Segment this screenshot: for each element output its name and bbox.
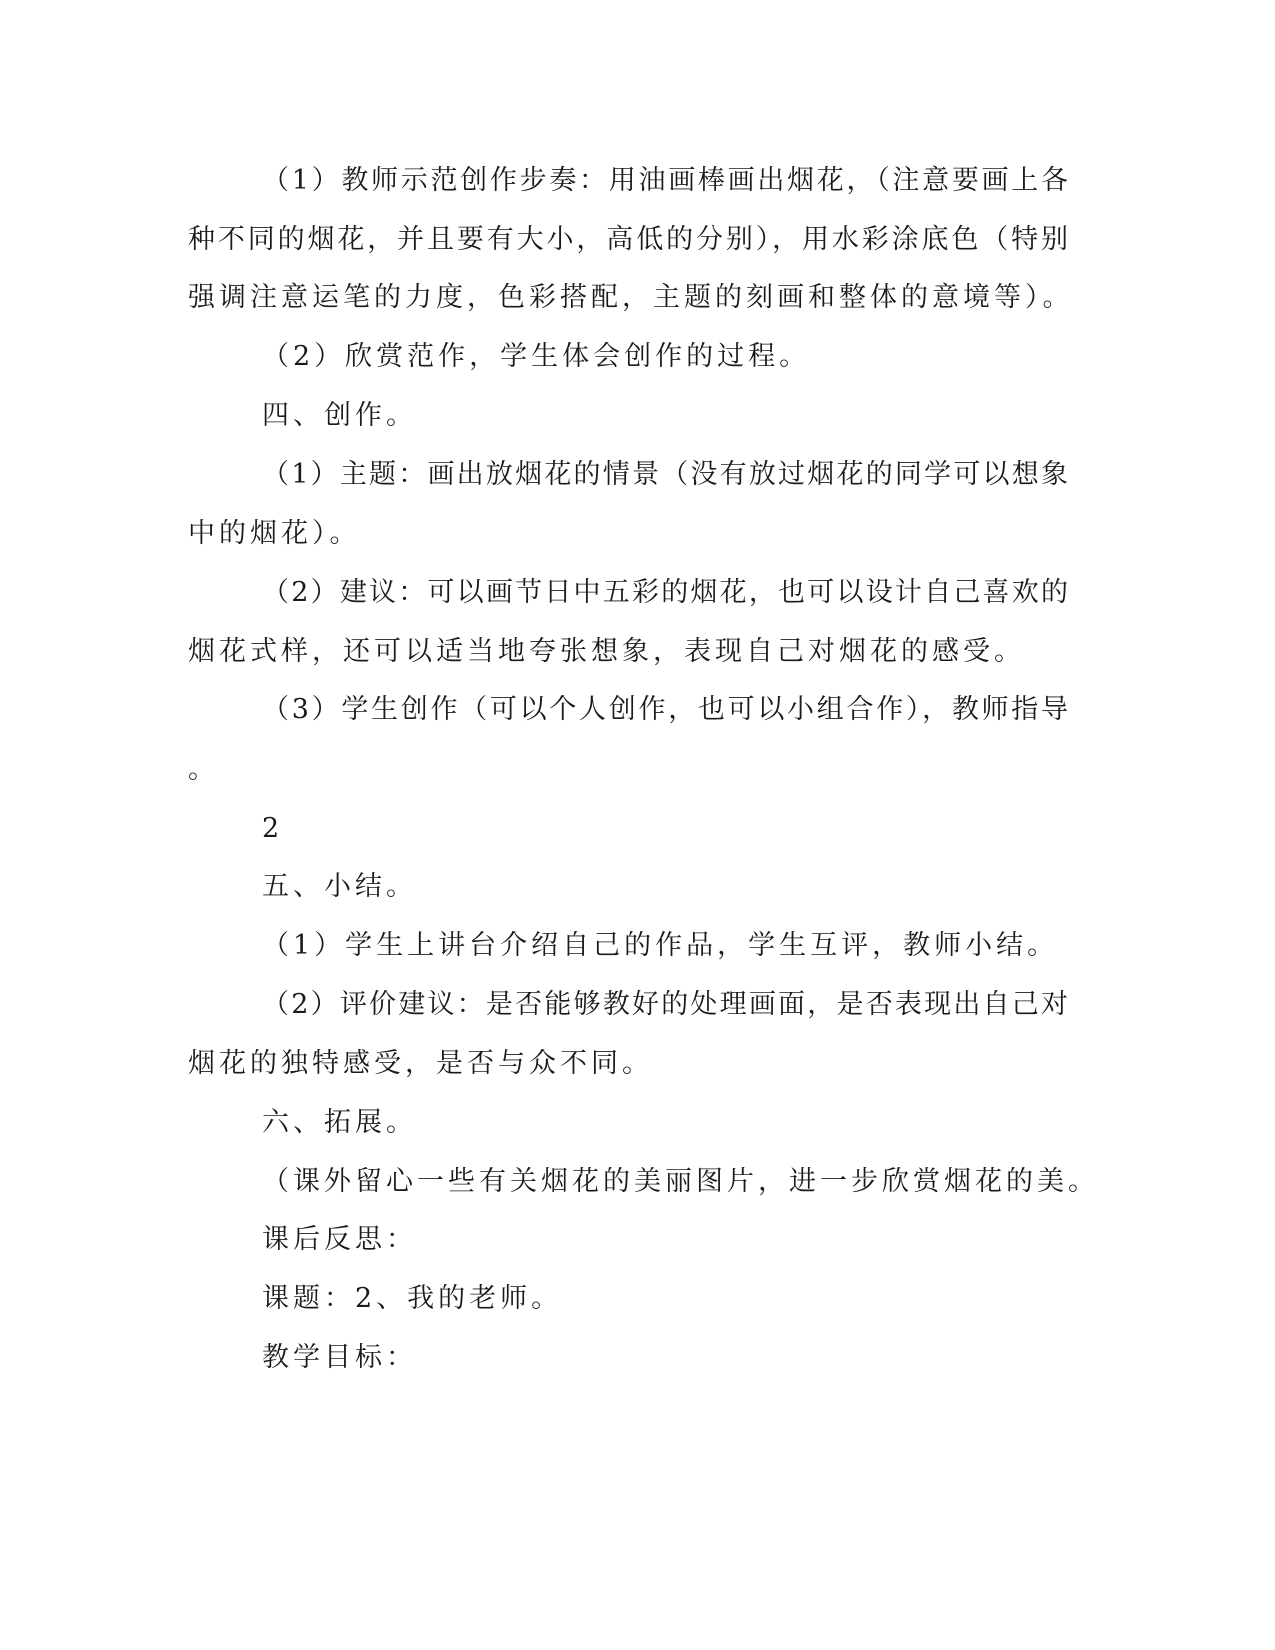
page-number: 2 (262, 813, 284, 844)
paragraph-line: 烟花的独特感受，是否与众不同。 (188, 1048, 653, 1079)
paragraph-line: （2）建议：可以画节日中五彩的烟花，也可以设计自己喜欢的 (262, 577, 1068, 608)
paragraph-line: 烟花式样，还可以适当地夸张想象，表现自己对烟花的感受。 (188, 636, 1025, 667)
paragraph-line: （1）主题：画出放烟花的情景（没有放过烟花的同学可以想象 (262, 459, 1068, 490)
paragraph-line: 。 (188, 754, 219, 785)
paragraph-line: （1）学生上讲台介绍自己的作品，学生互评，教师小结。 (262, 930, 1059, 961)
paragraph-line: （课外留心一些有关烟花的美丽图片，进一步欣赏烟花的美。 (262, 1166, 1099, 1197)
paragraph-line: （3）学生创作（可以个人创作，也可以小组合作），教师指导 (262, 694, 1068, 725)
paragraph-line: 种不同的烟花，并且要有大小，高低的分别），用水彩涂底色（特别 (188, 224, 1068, 255)
paragraph-line: （2）欣赏范作，学生体会创作的过程。 (262, 341, 811, 372)
section-heading: 五、小结。 (262, 871, 417, 902)
paragraph-line: 教学目标： (262, 1342, 417, 1373)
section-heading: 四、创作。 (262, 400, 417, 431)
paragraph-line: 中的烟花）。 (188, 518, 361, 549)
section-heading: 六、拓展。 (262, 1107, 417, 1138)
paragraph-line: （1）教师示范创作步奏：用油画棒画出烟花，（注意要画上各 (262, 165, 1068, 196)
paragraph-line: （2）评价建议：是否能够教好的处理画面，是否表现出自己对 (262, 989, 1068, 1020)
paragraph-line: 课题：2、我的老师。 (262, 1283, 563, 1314)
paragraph-line: 课后反思： (262, 1224, 417, 1255)
paragraph-line: 强调注意运笔的力度，色彩搭配，主题的刻画和整体的意境等）。 (188, 282, 1074, 313)
